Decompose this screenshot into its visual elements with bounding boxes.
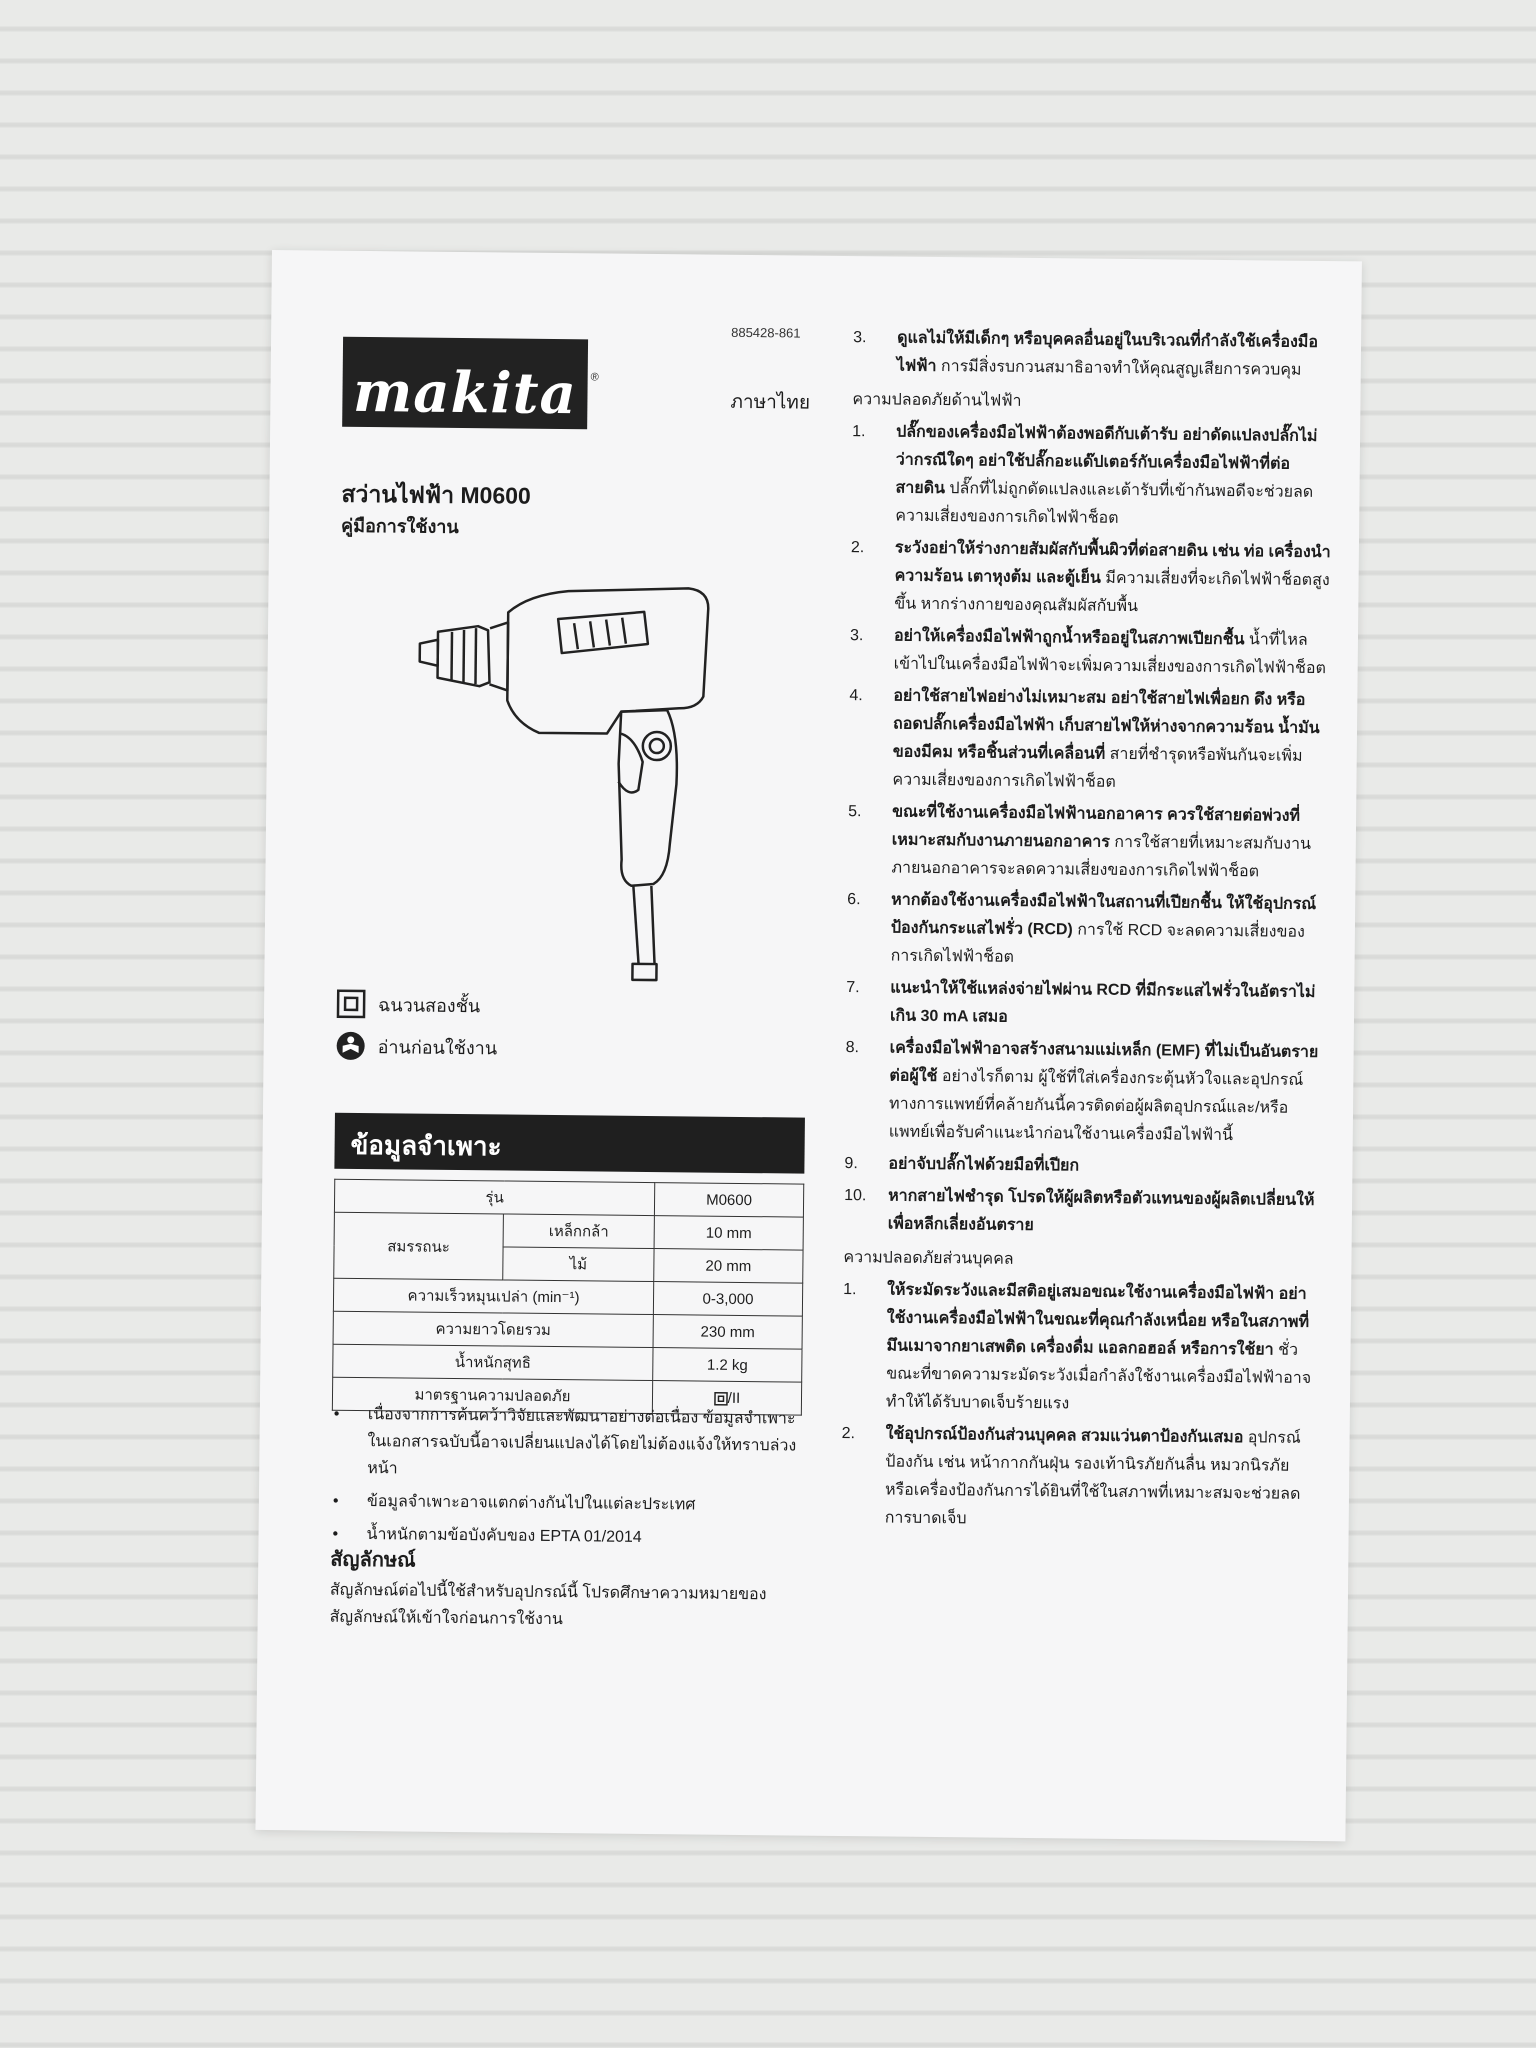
page-title: สว่านไฟฟ้า M0600 bbox=[341, 480, 531, 509]
table-row bbox=[333, 1311, 802, 1349]
item-text: มีความเสี่ยงที่จะเกิดไฟฟ้าช็อตสูงขึ้น หากร่างกายของคุณสัมผัสกับพื้น bbox=[894, 569, 1330, 616]
table-row bbox=[334, 1179, 803, 1217]
item-number: 8. bbox=[845, 1039, 860, 1057]
item-number: 3. bbox=[849, 627, 864, 645]
table-row bbox=[333, 1344, 802, 1382]
table-cell: รุ่น bbox=[334, 1179, 654, 1215]
table-cell: น้ำหนักสุทธิ bbox=[333, 1344, 653, 1380]
list-item bbox=[845, 1034, 1326, 1151]
table-cell: 1.2 kg bbox=[653, 1348, 802, 1383]
list-item bbox=[851, 418, 1332, 535]
item-bold-text: แนะนำให้ใช้แหล่งจ่ายไฟผ่าน RCD ที่มีกระแสไฟรั่วในอัตราไม่เกิน 30 mA เสมอ bbox=[889, 979, 1316, 1026]
document-code: 885428-861 bbox=[731, 324, 801, 341]
item-bold-text: ปลั๊กของเครื่องมือไฟฟ้าต้องพอดีกับเต้ารับ อย่าดัดแปลงปลั๊กไม่ว่ากรณีใดๆ อย่าใช้ปลั๊กอะแด๊ปเตอร์กับเครื่องมือไฟฟ้าที่ต่อสายดิน bbox=[895, 423, 1318, 498]
symbols-description: สัญลักษณ์ต่อไปนี้ใช้สำหรับอุปกรณ์นี้ โปรดศึกษาความหมายของสัญลักษณ์ให้เข้าใจก่อนการใช้งาน bbox=[329, 1581, 767, 1629]
table-cell: 230 mm bbox=[653, 1315, 802, 1350]
list-item: • น้ำหนักตามข้อบังคับของ EPTA 01/2014 bbox=[330, 1521, 800, 1553]
spec-notes bbox=[330, 1401, 802, 1559]
double-insulation-icon bbox=[714, 1391, 728, 1405]
list-item bbox=[844, 1150, 1324, 1183]
item-bold-text: หากสายไฟชำรุด โปรดให้ผู้ผลิตหรือตัวแทนของผู้ผลิตเปลี่ยนให้ เพื่อหลีกเลี่ยงอันตราย bbox=[887, 1187, 1315, 1235]
list-item: • เนื่องจากการค้นคว้าวิจัยและพัฒนาอย่างต่อเนื่อง ข้อมูลจำเพาะในเอกสารฉบับนี้อาจเปลี่ยนแปลงได้โดยไม่ต้องแจ้งให้ทราบล่วงหน้า bbox=[331, 1401, 802, 1487]
item-number: 5. bbox=[848, 803, 862, 821]
item-bold-text: ระวังอย่าให้ร่างกายสัมผัสกับพื้นผิวที่ต่อสายดิน เช่น ท่อ เครื่องนำความร้อน เตาหุงต้ม และตู้เย็น bbox=[894, 539, 1331, 587]
table-cell: ไม้ bbox=[503, 1247, 654, 1282]
table-cell: สมรรถนะ bbox=[334, 1212, 504, 1280]
drill-illustration bbox=[404, 581, 748, 985]
list-item bbox=[846, 886, 1327, 975]
symbols-heading: สัญลักษณ์ bbox=[330, 1548, 416, 1572]
table-row bbox=[334, 1212, 803, 1250]
item-text: อย่างไรก็ตาม ผู้ใช้ที่ใส่เครื่องกระตุ้นหัวใจและอุปกรณ์ทางการแพทย์ที่คล้ายกันนี้ควรติดต่อผู้ผลิตอุปกรณ์และ/หรือแพทย์เพื่อรับคำแนะนำก่อนใช้งานเครื่องมือไฟฟ้านี้ bbox=[888, 1068, 1304, 1145]
personal-safety-heading: ความปลอดภัยส่วนบุคคล bbox=[843, 1249, 1014, 1268]
table-row bbox=[333, 1278, 802, 1316]
brand-wordmark: makita bbox=[352, 358, 578, 428]
item-bold-text: ใช้อุปกรณ์ป้องกันส่วนบุคคล สวมแว่นตาป้องกันเสมอ bbox=[885, 1425, 1244, 1447]
item-text: การใช้ RCD จะลดความเสี่ยงของการเกิดไฟฟ้าช็อต bbox=[890, 921, 1305, 966]
item-text: อุปกรณ์ป้องกัน เช่น หน้ากากกันฝุ่น รองเท้านิรภัยกันลื่น หมวกนิรภัย หรือเครื่องป้องกันการได้ยินที่ใช้ในสภาพที่เหมาะสมจะช่วยลดการบาดเจ็บ bbox=[884, 1429, 1301, 1528]
specs-heading-bar bbox=[334, 1113, 805, 1174]
personal-safety-list bbox=[841, 1276, 1324, 1537]
legend-label: ฉนวนสองชั้น bbox=[377, 994, 481, 1016]
item-bold-text: อย่าใช้สายไฟอย่างไม่เหมาะสม อย่าใช้สายไฟเพื่อยก ดึง หรือถอดปลั๊กเครื่องมือไฟฟ้า เก็บสายไฟให้ห่างจากความร้อน น้ำมัน ของมีคม หรือชิ้นส่วนที่เคลื่อนที่ bbox=[892, 687, 1320, 763]
list-item bbox=[842, 1276, 1323, 1421]
list-item bbox=[841, 1420, 1322, 1537]
table-cell: มาตรฐานความปลอดภัย bbox=[332, 1377, 652, 1413]
item-text: ชั่วขณะที่ขาดความระมัดระวังเมื่อกำลังใช้งานเครื่องมือไฟฟ้าอาจทำให้ได้รับบาดเจ็บร้ายแรง bbox=[885, 1341, 1312, 1413]
registered-mark-icon: ® bbox=[590, 371, 599, 384]
table-cell: เหล็กกล้า bbox=[503, 1214, 654, 1249]
item-bold-text: ขณะที่ใช้งานเครื่องมือไฟฟ้านอกอาคาร ควรใช้สายต่อพ่วงที่เหมาะสมกับงานภายนอกอาคาร bbox=[891, 803, 1301, 851]
item-number: 6. bbox=[847, 891, 861, 909]
list-item bbox=[853, 324, 1334, 385]
item-text: สายที่ชำรุดหรือพันกันจะเพิ่มความเสี่ยงของการเกิดไฟฟ้าช็อต bbox=[892, 745, 1303, 791]
item-number: 3. bbox=[853, 329, 867, 347]
list-item bbox=[848, 682, 1329, 799]
page-subtitle: คู่มือการใช้งาน bbox=[341, 515, 459, 537]
specs-table bbox=[332, 1179, 804, 1416]
table-cell: M0600 bbox=[654, 1183, 803, 1218]
table-cell: 20 mm bbox=[654, 1249, 803, 1284]
list-item bbox=[847, 798, 1328, 887]
item-number: 1. bbox=[843, 1281, 857, 1299]
item-bold-text: เครื่องมือไฟฟ้าอาจสร้างสนามแม่เหล็ก (EMF) ที่ไม่เป็นอันตรายต่อผู้ใช้ bbox=[889, 1039, 1319, 1086]
item-number: 2. bbox=[850, 539, 865, 557]
read-manual-icon bbox=[336, 1031, 366, 1061]
specs-heading: ข้อมูลจำเพาะ bbox=[350, 1129, 502, 1162]
language-label: ภาษาไทย bbox=[730, 391, 811, 414]
item-bold-text: ให้ระมัดระวังและมีสติอยู่เสมอขณะใช้งานเครื่องมือไฟฟ้า อย่าใช้งานเครื่องมือไฟฟ้าในขณะที่คุณกำลังเหนื่อย หรือในสภาพที่มึนเมาจากยาเสพติด เครื่องดื่ม แอลกอฮอล์ หรือการใช้ยา bbox=[886, 1281, 1310, 1359]
item-number: 7. bbox=[846, 979, 860, 997]
item-number: 10. bbox=[844, 1187, 867, 1205]
table-cell: ความเร็วหมุนเปล่า (min⁻¹) bbox=[333, 1278, 653, 1314]
list-item bbox=[844, 1182, 1325, 1243]
legend-label: อ่านก่อนใช้งาน bbox=[377, 1036, 498, 1058]
legend-double-insulation bbox=[336, 989, 480, 1021]
legend-read-manual bbox=[336, 1031, 498, 1063]
list-item bbox=[846, 974, 1327, 1035]
list-item bbox=[850, 534, 1331, 623]
list-item bbox=[850, 622, 1331, 683]
electrical-safety-heading: ความปลอดภัยด้านไฟฟ้า bbox=[852, 391, 1022, 410]
double-insulation-icon bbox=[336, 989, 366, 1019]
item-text: การใช้สายที่เหมาะสมกับงานภายนอกอาคารจะลดความเสี่ยงของการเกิดไฟฟ้าช็อต bbox=[891, 833, 1312, 881]
table-cell: 0-3,000 bbox=[653, 1282, 802, 1317]
safety-class: /II bbox=[727, 1389, 741, 1407]
table-cell: 10 mm bbox=[654, 1216, 803, 1251]
item-text: น้ำที่ไหลเข้าไปในเครื่องมือไฟฟ้าจะเพิ่มความเสี่ยงของการเกิดไฟฟ้าช็อต bbox=[893, 631, 1327, 678]
item-text: การมีสิ่งรบกวนสมาธิอาจทำให้คุณสูญเสียการควบคุม bbox=[936, 357, 1302, 379]
item-bold-text: อย่าให้เครื่องมือไฟฟ้าถูกน้ำหรืออยู่ในสภาพเปียกชื้น bbox=[893, 627, 1245, 649]
electrical-safety-list bbox=[844, 418, 1333, 1243]
makita-logo bbox=[342, 337, 588, 430]
list-item: • ข้อมูลจำเพาะอาจแตกต่างกันไปในแต่ละประเทศ bbox=[331, 1488, 801, 1520]
manual-page bbox=[255, 250, 1361, 1841]
item-text: ปลั๊กที่ไม่ถูกดัดแปลงและเต้ารับที่เข้ากันพอดีจะช่วยลดความเสี่ยงของการเกิดไฟฟ้าช็อต bbox=[895, 480, 1314, 527]
item-number: 2. bbox=[841, 1425, 856, 1443]
item-number: 1. bbox=[852, 423, 866, 441]
item-bold-text: ดูแลไม่ให้มีเด็กๆ หรือบุคคลอื่นอยู่ในบริเวณที่กำลังใช้เครื่องมือไฟฟ้า bbox=[896, 329, 1319, 375]
item-number: 9. bbox=[844, 1155, 858, 1173]
item-bold-text: อย่าจับปลั๊กไฟด้วยมือที่เปียก bbox=[888, 1155, 1080, 1175]
table-cell: ความยาวโดยรวม bbox=[333, 1311, 653, 1347]
item-number: 4. bbox=[849, 687, 863, 705]
item-bold-text: หากต้องใช้งานเครื่องมือไฟฟ้าในสถานที่เปียกชื้น ให้ใช้อุปกรณ์ป้องกันกระแสไฟรั่ว (RCD) bbox=[890, 891, 1317, 939]
safety-instructions bbox=[841, 324, 1334, 1541]
